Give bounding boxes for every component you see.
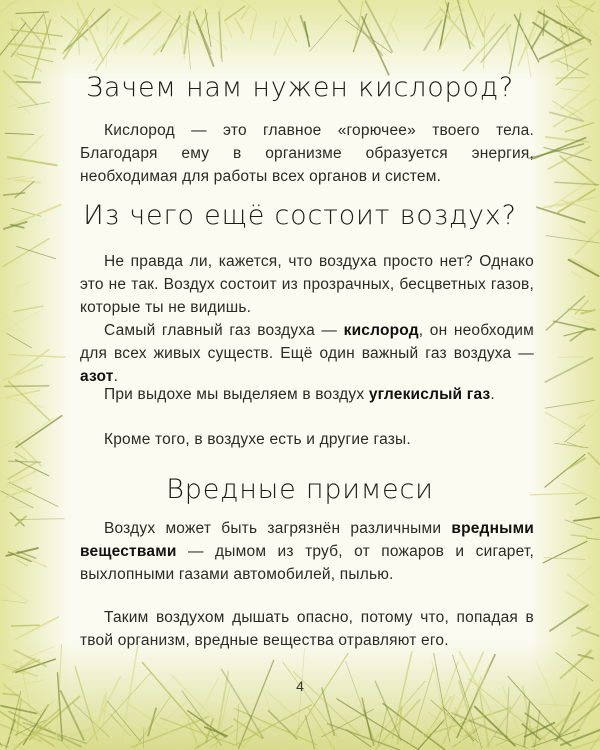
paragraph-text: При выдохе мы выделяем в воздух bbox=[104, 386, 369, 403]
term-nitrogen: азот bbox=[80, 368, 114, 385]
term-harmful-substances: вредными веществами bbox=[80, 520, 534, 560]
grass-glow-band bbox=[0, 0, 70, 750]
paragraph-text: . bbox=[113, 368, 119, 385]
grass-glow-band bbox=[530, 0, 600, 750]
heading-air-composition: Из чего ещё состоит воздух? bbox=[83, 200, 517, 231]
paragraph-exhale bbox=[80, 383, 534, 406]
paragraph-pollution bbox=[80, 517, 534, 586]
paragraph-text: Кислород — это главное «горючее» твоего тела. Благодаря ему в организме образуется энергия, необходимая для работы всех органов и систем. bbox=[80, 122, 534, 185]
heading-why-oxygen: Зачем нам нужен кислород? bbox=[85, 72, 515, 103]
page-number: 4 bbox=[296, 678, 304, 694]
paragraph-danger bbox=[80, 606, 534, 652]
paragraph-other-gases bbox=[80, 428, 534, 451]
paragraph-air-invisible bbox=[80, 250, 534, 319]
heading-harmful-impurities: Вредные примеси bbox=[166, 474, 434, 505]
paragraph-oxygen-fuel bbox=[80, 119, 534, 188]
paragraph-text: . bbox=[490, 386, 495, 403]
paragraph-text: Самый главный газ воздуха — bbox=[104, 322, 344, 339]
paragraph-text: — дымом из труб, от пожаров и сигарет, выхлопными газами автомобилей, пылью. bbox=[80, 543, 534, 583]
paragraph-main-gases bbox=[80, 319, 534, 388]
paragraph-text: Воздух может быть загрязнён различными bbox=[104, 520, 452, 537]
term-carbon-dioxide: углекислый газ bbox=[368, 386, 491, 403]
grass-blade bbox=[5, 386, 49, 387]
paragraph-text: Кроме того, в воздухе есть и другие газы. bbox=[104, 431, 411, 448]
paragraph-text: , он необходим для всех живых существ. Ещё один важный газ воздуха — bbox=[80, 322, 535, 362]
grass-glow-band bbox=[0, 640, 600, 750]
grass-blade bbox=[12, 625, 40, 626]
grass-blade bbox=[559, 357, 583, 358]
term-oxygen: кислород bbox=[343, 322, 419, 339]
paragraph-text: Таким воздухом дышать опасно, потому что, попадая в твой организм, вредные вещества отравляют его. bbox=[80, 609, 534, 649]
paragraph-text: Не правда ли, кажется, что воздуха просто нет? Однако это не так. Воздух состоит из прозрачных, бесцветных газов, которые ты не видишь. bbox=[80, 253, 534, 316]
